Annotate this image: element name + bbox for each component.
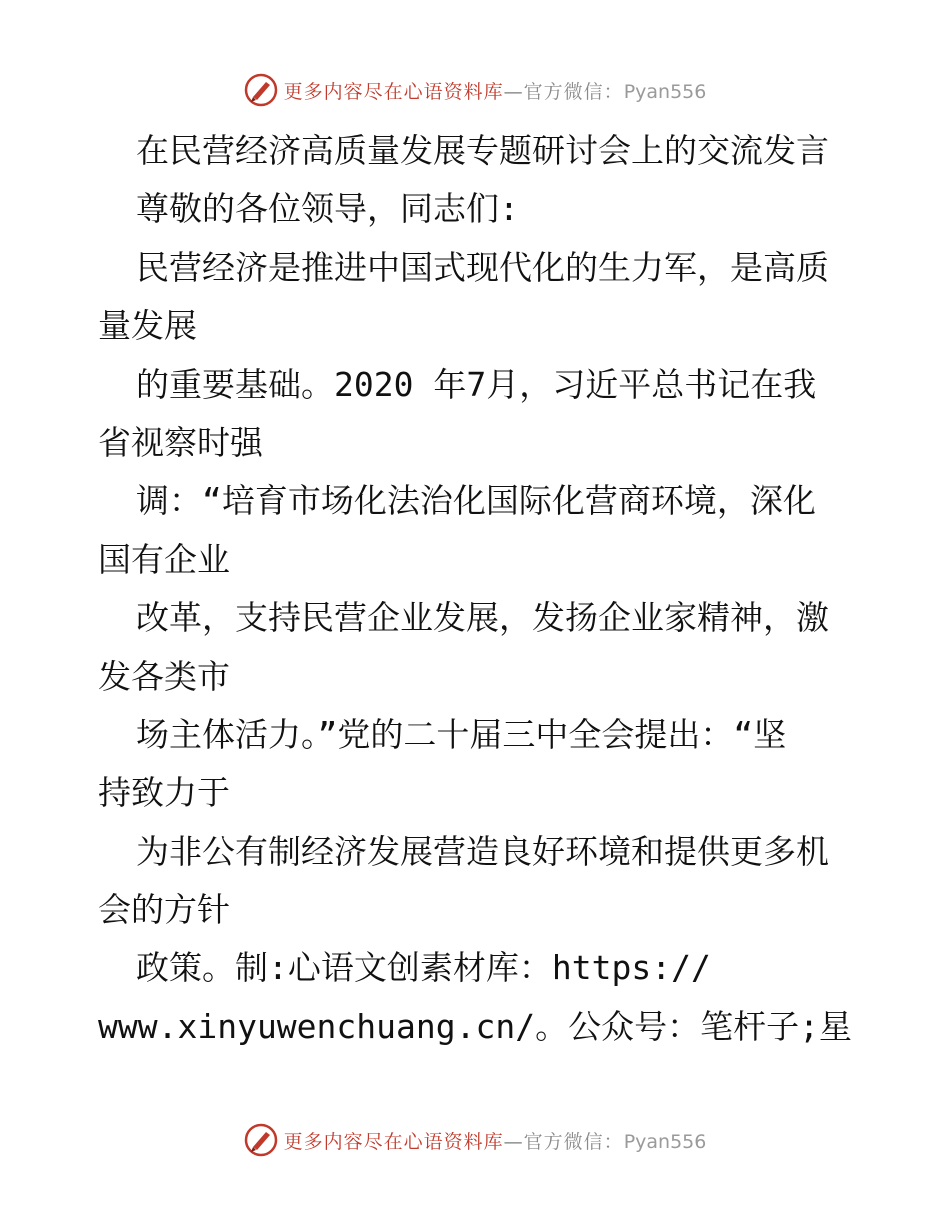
header-watermark [0,70,950,110]
footer-watermark [0,1120,950,1160]
paragraph-line: 量发展 [98,306,197,346]
paragraph-line: 改革，支持民营企业发展，发扬企业家精神，激 [136,598,829,638]
watermark-text: 更多内容尽在心语资料库—官方微信：Pyan556 [283,1130,707,1153]
paragraph-line: 发各类市 [98,656,230,696]
paragraph-line: 调：“培育市场化法治化国际化营商环境，深化 [136,481,816,521]
paragraph-line: 国有企业 [98,539,230,579]
paragraph-line: www.xinyuwenchuang.cn/。公众号：笔杆子;星 [98,1006,852,1046]
quill-pen-logo-icon [244,73,278,107]
document-title: 在民营经济高质量发展专题研讨会上的交流发言 [136,131,829,170]
document-body [98,122,858,1056]
paragraph-line: 场主体活力。”党的二十届三中全会提出：“坚 [136,714,787,754]
quill-pen-logo-icon [244,1123,278,1157]
paragraph-line: 民营经济是推进中国式现代化的生力军，是高质 [136,247,829,287]
paragraph-line: 持致力于 [98,773,230,813]
paragraph-line: 政策。制:心语文创素材库：https:// [136,948,711,988]
paragraph-line: 会的方针 [98,890,230,930]
paragraph-line: 省视察时强 [98,422,263,462]
salutation: 尊敬的各位领导，同志们: [136,189,519,229]
paragraph-line: 的重要基础。2020 年7月，习近平总书记在我 [136,364,817,404]
watermark-text: 更多内容尽在心语资料库—官方微信：Pyan556 [283,80,707,103]
paragraph-line: 为非公有制经济发展营造良好环境和提供更多机 [136,831,829,871]
